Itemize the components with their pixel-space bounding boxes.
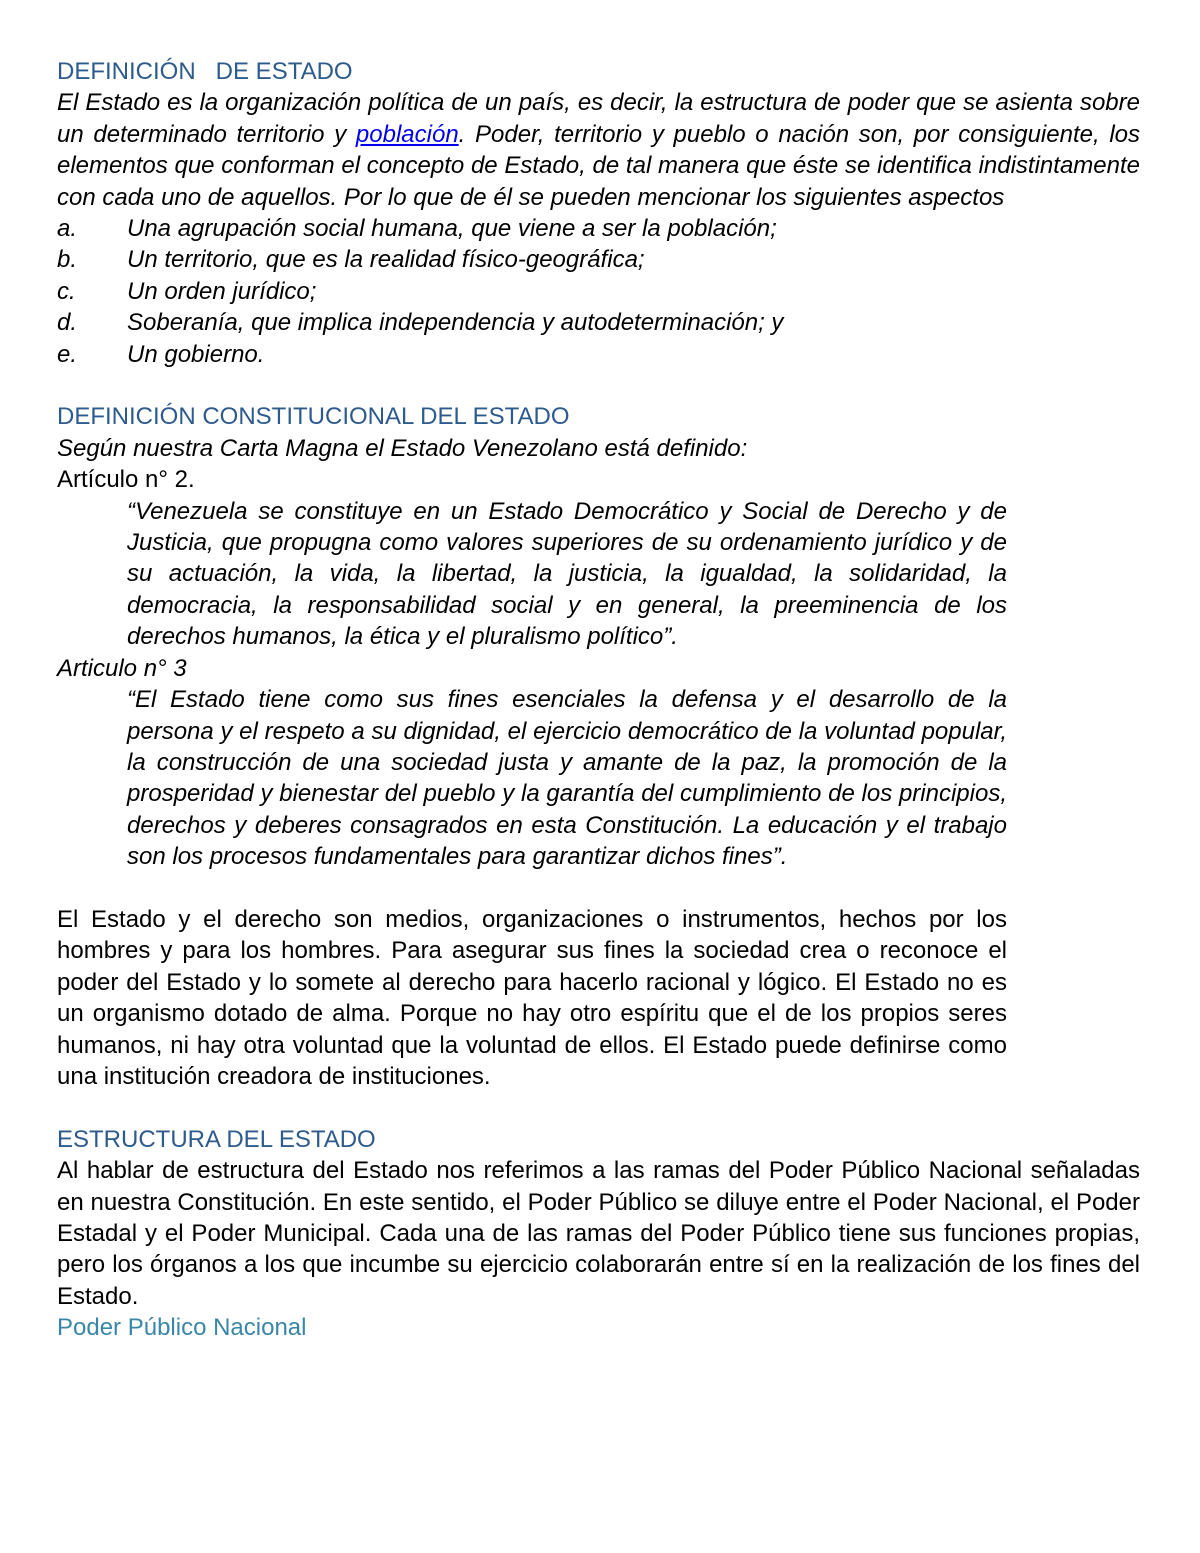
list-item-text: Un territorio, que es la realidad físico-geográfica; <box>127 246 645 274</box>
section-heading-estructura: ESTRUCTURA DEL ESTADO <box>57 1125 376 1153</box>
list-item <box>57 244 1140 275</box>
document-page <box>57 56 1140 1344</box>
list-item-text: Un gobierno. <box>127 340 265 368</box>
list-marker: a. <box>57 215 78 243</box>
subheading-poder-publico-nacional: Poder Público Nacional <box>57 1314 307 1342</box>
list-item <box>57 213 1140 244</box>
aspects-list <box>57 213 1140 370</box>
list-marker: d. <box>57 309 78 337</box>
list-item <box>57 339 1140 370</box>
definition-text-start: El Estado es la organización política de un país, es decir, la estructura de poder que se asienta sobre un determinado territorio y <box>57 89 1140 148</box>
definition-text-end: . Poder, territorio y pueblo o nación son, por consiguiente, los elementos que conforman el concepto de Estado, de tal manera que éste se identifica indistintamente con cada uno de aquellos. Por lo que de él se pueden mencionar los siguientes aspectos <box>57 120 1140 211</box>
list-item <box>57 307 1140 338</box>
list-item-text: Soberanía, que implica independencia y autodeterminación; y <box>127 309 784 337</box>
spacer <box>57 1092 1140 1123</box>
poblacion-link[interactable]: población <box>355 120 459 148</box>
article-2-quote: “Venezuela se constituye en un Estado Democrático y Social de Derecho y de Justicia, que propugna como valores superiores de su ordenamiento jurídico y de su actuación, la vida, la libertad, la justicia, la igualdad, la solidaridad, la democracia, la responsabilidad social y en general, la preeminencia de los derechos humanos, la ética y el pluralismo político”. <box>127 497 1007 651</box>
list-marker: b. <box>57 246 78 274</box>
spacer <box>57 370 1140 401</box>
estructura-paragraph: Al hablar de estructura del Estado nos referimos a las ramas del Poder Público Nacional señaladas en nuestra Constitución. En este sentido, el Poder Público se diluye entre el Poder Nacional, el Poder Estadal y el Poder Municipal. Cada una de las ramas del Poder Público tiene sus funciones propias, pero los órganos a los que incumbe su ejercicio colaborarán entre sí en la realización de los fines del Estado. <box>57 1157 1140 1310</box>
article-3-label: Articulo n° 3 <box>57 654 187 682</box>
list-marker: e. <box>57 340 78 368</box>
definition-paragraph <box>57 87 1140 213</box>
section-heading-constitucional: DEFINICIÓN CONSTITUCIONAL DEL ESTADO <box>57 403 570 431</box>
list-item <box>57 276 1140 307</box>
constitution-intro: Según nuestra Carta Magna el Estado Venezolano está definido: <box>57 434 748 462</box>
spacer <box>57 873 1140 904</box>
list-item-text: Un orden jurídico; <box>127 277 317 305</box>
estado-derecho-paragraph: El Estado y el derecho son medios, organizaciones o instrumentos, hechos por los hombres y para los hombres. Para asegurar sus fines la sociedad crea o reconoce el poder del Estado y lo somete al derecho para hacerlo racional y lógico. El Estado no es un organismo dotado de alma. Porque no hay otro espíritu que el de los propios seres humanos, ni hay otra voluntad que la voluntad de ellos. El Estado puede definirse como una institución creadora de instituciones. <box>57 905 1007 1090</box>
article-2-label: Artículo n° 2. <box>57 466 195 494</box>
article-3-quote: “El Estado tiene como sus fines esenciales la defensa y el desarrollo de la persona y el respeto a su dignidad, el ejercicio democrático de la voluntad popular, la construcción de una sociedad justa y amante de la paz, la promoción de la prosperidad y bienestar del pueblo y la garantía del cumplimiento de los principios, derechos y deberes consagrados en esta Constitución. La educación y el trabajo son los procesos fundamentales para garantizar dichos fines”. <box>127 686 1007 871</box>
section-heading-definicion: DEFINICIÓN DE ESTADO <box>57 58 353 85</box>
list-marker: c. <box>57 277 76 305</box>
list-item-text: Una agrupación social humana, que viene a ser la población; <box>127 215 777 243</box>
